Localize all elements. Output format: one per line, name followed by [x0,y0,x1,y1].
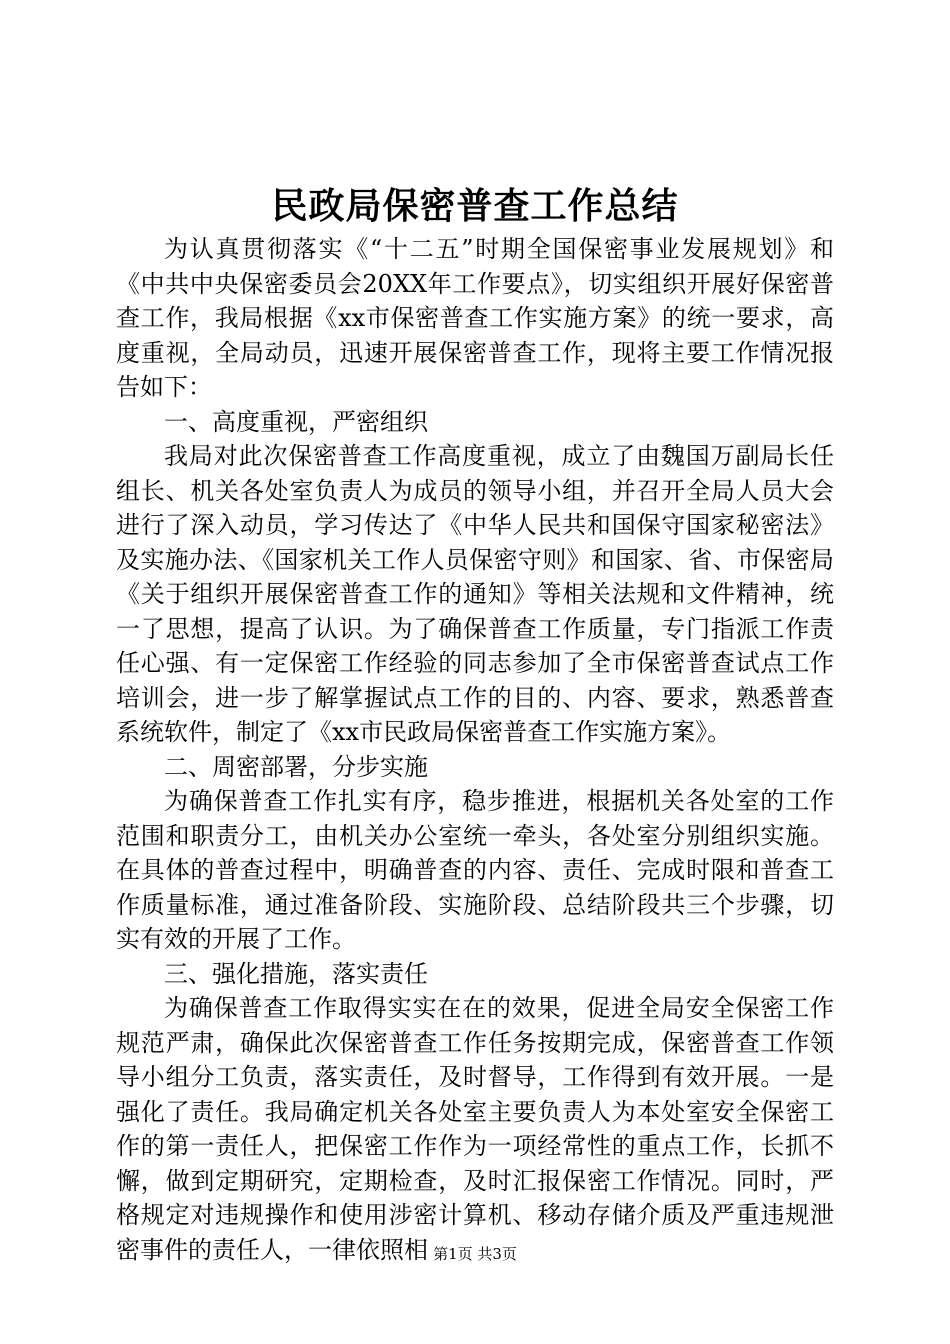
intro-paragraph: 为认真贯彻落实《“十二五”时期全国保密事业发展规划》和《中共中央保密委员会20XX年工作要点》，切实组织开展好保密普查工作，我局根据《xx市保密普查工作实施方案》的统一要求，高度重视，全局动员，迅速开展保密普查工作，现将主要工作情况报告如下： [116,235,834,401]
document-body [116,232,834,1267]
document-title: 民政局保密普查工作总结 [271,185,679,227]
section-heading-1: 一、高度重视，严密组织 [164,407,428,436]
section-paragraph-3: 为确保普查工作取得实实在在的效果，促进全局安全保密工作规范严肃，确保此次保密普查工作任务按期完成，保密普查工作领导小组分工负责，落实责任，及时督导，工作得到有效开展。一是强化了责任。我局确定机关各处室主要负责人为本处室安全保密工作的第一责任人，把保密工作作为一项经常性的重点工作，长抓不懈，做到定期研究，定期检查，及时汇报保密工作情况。同时，严格规定对违规操作和使用涉密计算机、移动存储介质及严重违规泄密事件的责任人，一律依照相 [116,994,834,1264]
section-heading-2: 二、周密部署，分步实施 [164,752,428,781]
section-paragraph-1: 我局对此次保密普查工作高度重视，成立了由魏国万副局长任组长、机关各处室负责人为成员的领导小组，并召开全局人员大会进行了深入动员，学习传达了《中华人民共和国保守国家秘密法》及实施办法、《国家机关工作人员保密守则》和国家、省、市保密局《关于组织开展保密普查工作的通知》等相关法规和文件精神，统一了思想，提高了认识。为了确保普查工作质量，专门指派工作责任心强、有一定保密工作经验的同志参加了全市保密普查试点工作培训会，进一步了解掌握试点工作的目的、内容、要求，熟悉普查系统软件，制定了《xx市民政局保密普查工作实施方案》。 [116,442,834,746]
section-paragraph-2: 为确保普查工作扎实有序，稳步推进，根据机关各处室的工作范围和职责分工，由机关办公室统一牵头，各处室分别组织实施。在具体的普查过程中，明确普查的内容、责任、完成时限和普查工作质量标准，通过准备阶段、实施阶段、总结阶段共三个步骤，切实有效的开展了工作。 [116,787,834,953]
page-footer: 第1页 共3页 [433,1245,517,1263]
section-heading-3: 三、强化措施，落实责任 [164,959,428,988]
